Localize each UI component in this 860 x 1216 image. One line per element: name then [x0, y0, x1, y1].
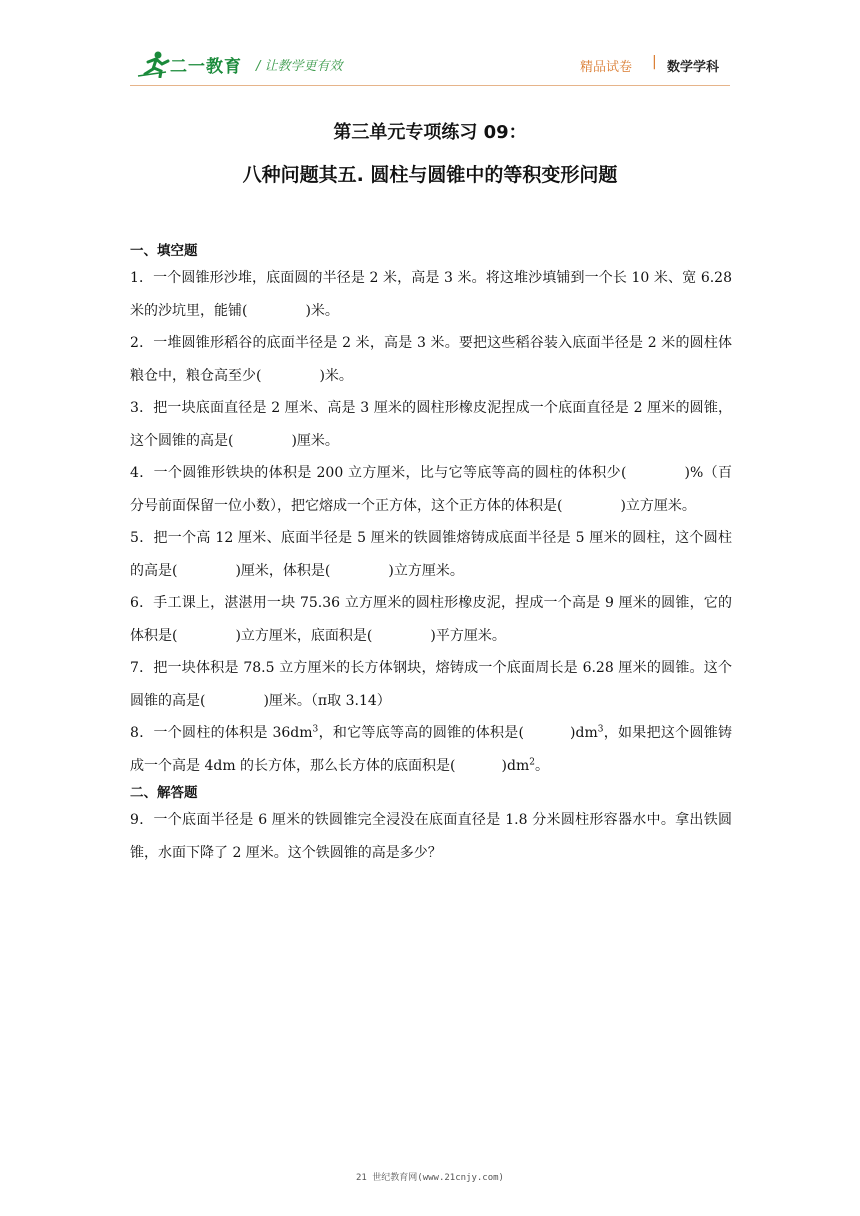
question-text: 3．把一块底面直径是 2 厘米、高是 3 厘米的圆柱形橡皮泥捏成一个底面直径是 2 厘米的圆锥，这个圆锥的高是( — [130, 400, 732, 449]
question-text: ，和它等底等高的圆锥的体积是( — [318, 725, 525, 741]
question-text: )厘米。（π取 3.14） — [263, 692, 391, 709]
page-subtitle: 八种问题其五. 圆柱与圆锥中的等积变形问题 — [242, 164, 618, 186]
question-text: )立方厘米，底面积是( — [235, 627, 373, 644]
question-text: )立方厘米。 — [388, 562, 464, 579]
question-text: ，如果把这个圆锥铸成一个高是 4dm 的长方体，那么长方体的底面积是( — [130, 725, 733, 774]
question-text: )米。 — [305, 302, 339, 319]
header-divider — [130, 85, 730, 86]
section-heading-fill: 一、填空题 — [130, 243, 198, 259]
question-text: 4．一个圆锥形铁块的体积是 200 立方厘米，比与它等底等高的圆柱的体积少( — [130, 465, 627, 481]
question-text: 7．把一块体积是 78.5 立方厘米的长方体钢块，熔铸成一个底面周长是 6.28 厘米的圆锥。这个圆锥的高是( — [130, 660, 732, 709]
question-1 — [130, 262, 732, 327]
section-heading-solve: 二、解答题 — [130, 785, 198, 801]
question-8 — [130, 717, 732, 782]
superscript: 2 — [529, 756, 535, 767]
slogan: / 让教学更有效 — [256, 59, 343, 74]
question-9: 9．一个底面半径是 6 厘米的铁圆锥完全浸没在底面直径是 1.8 分米圆柱形容器水中。拿出铁圆锥，水面下降了 2 厘米。这个铁圆锥的高是多少？ — [130, 812, 732, 861]
question-text: 5．把一个高 12 厘米、底面半径是 5 厘米的铁圆锥熔铸成底面半径是 5 厘米的圆柱，这个圆柱的高是( — [130, 530, 732, 579]
page-footer: 21 世纪教育网(www.21cnjy.com) — [356, 1173, 504, 1183]
question-text: )厘米，体积是( — [235, 562, 331, 579]
question-text: )%（百分号前面保留一位小数），把它熔成一个正方体，这个正方体的体积是( — [130, 465, 732, 514]
tag-premium: 精品试卷 — [580, 60, 633, 75]
question-text: )平方厘米。 — [430, 627, 506, 644]
question-2 — [130, 327, 732, 392]
question-text: )厘米。 — [291, 432, 339, 449]
question-text: )dm — [501, 757, 530, 774]
question-7 — [130, 652, 732, 717]
question-text: 2．一堆圆锥形稻谷的底面半径是 2 米，高是 3 米。要把这些稻谷装入底面半径是 2 米的圆柱体粮仓中，粮仓高至少( — [130, 335, 732, 384]
question-text: 。 — [534, 757, 549, 774]
question-3 — [130, 392, 732, 457]
question-text: )立方厘米。 — [620, 497, 696, 514]
question-4 — [130, 457, 732, 522]
question-text: 6．手工课上，湛湛用一块 75.36 立方厘米的圆柱形橡皮泥，捏成一个高是 9 厘米的圆锥，它的体积是( — [130, 595, 732, 644]
superscript: 3 — [597, 724, 604, 735]
page-title: 第三单元专项练习 09： — [333, 122, 527, 143]
question-text: 1．一个圆锥形沙堆，底面圆的半径是 2 米，高是 3 米。将这堆沙填铺到一个长 10 米、宽 6.28 米的沙坑里，能铺( — [130, 270, 732, 319]
question-text: 8．一个圆柱的体积是 36dm — [130, 725, 313, 741]
question-text: )dm — [570, 725, 598, 741]
superscript: 3 — [312, 724, 319, 735]
tag-subject: 数学学科 — [667, 60, 720, 75]
question-6 — [130, 587, 732, 652]
page-header — [0, 0, 860, 86]
question-5 — [130, 522, 732, 587]
brand-name: 二一教育 — [170, 57, 242, 77]
document-body — [130, 240, 732, 869]
question-text: )米。 — [319, 367, 353, 384]
tag-separator: | — [652, 54, 657, 70]
